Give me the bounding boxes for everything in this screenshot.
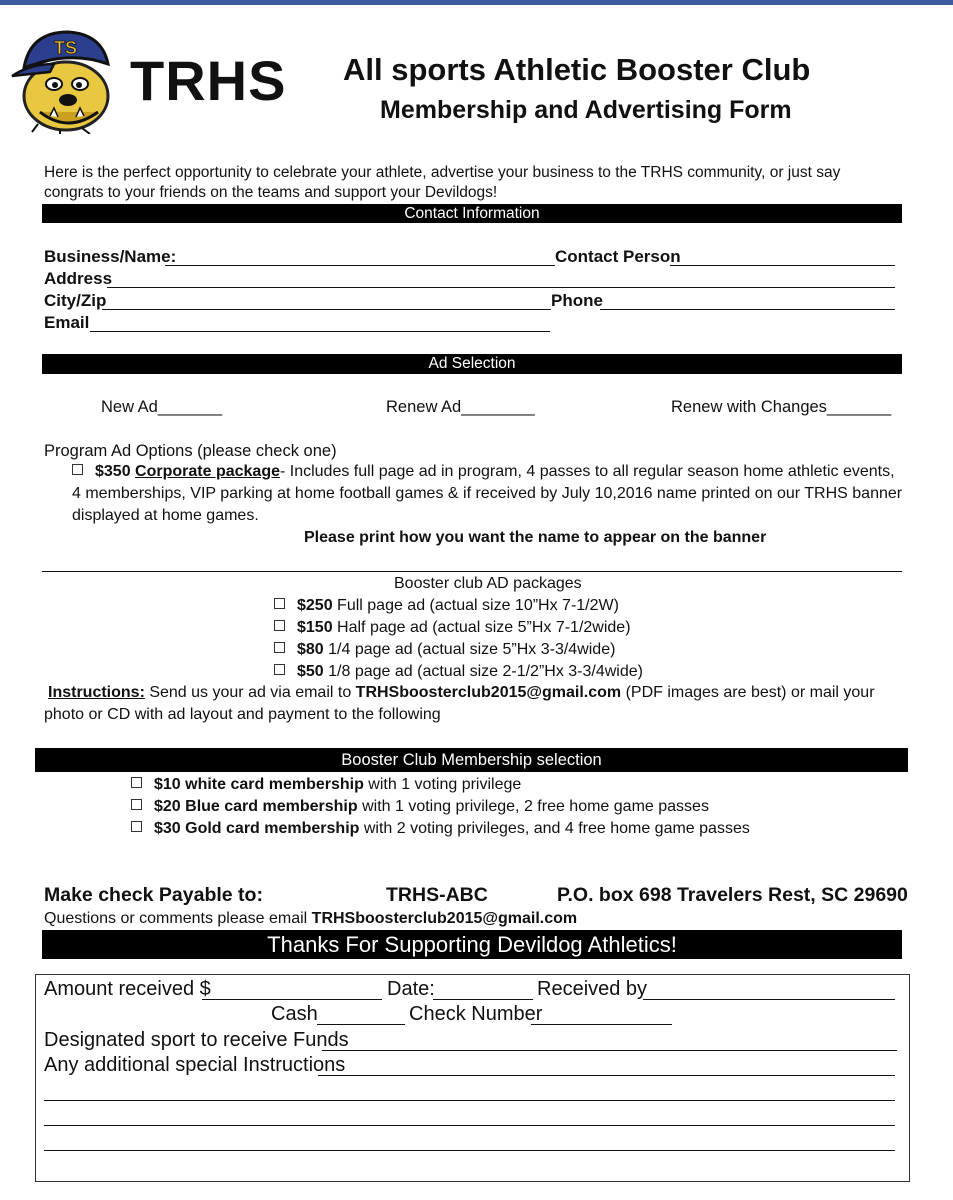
city-zip-field[interactable] bbox=[102, 309, 551, 310]
business-name-field[interactable] bbox=[165, 265, 555, 266]
ad-package-price: $50 bbox=[297, 663, 324, 680]
ad-package-item[interactable] bbox=[274, 619, 631, 637]
thanks-banner: Thanks For Supporting Devildog Athletics! bbox=[42, 930, 902, 959]
membership-option[interactable] bbox=[131, 776, 521, 794]
payable-to-label: Make check Payable to: bbox=[44, 884, 263, 906]
phone-field[interactable] bbox=[600, 309, 895, 310]
corporate-package-checkbox[interactable] bbox=[72, 464, 83, 475]
corporate-package-desc-3: displayed at home games. bbox=[72, 507, 259, 524]
new-ad-option[interactable]: New Ad_______ bbox=[101, 398, 223, 416]
city-zip-label: City/Zip bbox=[44, 291, 107, 310]
received-by-field[interactable] bbox=[643, 999, 895, 1000]
ad-package-desc: Full page ad (actual size 10”Hx 7-1/2W) bbox=[332, 597, 619, 614]
cash-field[interactable] bbox=[317, 1024, 405, 1025]
address-field[interactable] bbox=[107, 287, 895, 288]
contact-section-header: Contact Information bbox=[42, 204, 902, 223]
mailing-address: P.O. box 698 Travelers Rest, SC 29690 bbox=[557, 884, 908, 906]
check-number-field[interactable] bbox=[531, 1024, 672, 1025]
ad-package-checkbox[interactable] bbox=[274, 642, 285, 653]
special-instructions-line[interactable] bbox=[44, 1125, 895, 1126]
business-name-label: Business/Name: bbox=[44, 247, 177, 266]
date-label: Date: bbox=[387, 978, 435, 1000]
questions-email-link[interactable]: TRHSboosterclub2015@gmail.com bbox=[311, 910, 578, 927]
program-ad-options-label: Program Ad Options (please check one) bbox=[44, 442, 337, 460]
membership-desc: with 1 voting privilege bbox=[363, 776, 522, 793]
membership-section-header: Booster Club Membership selection bbox=[35, 748, 908, 772]
ad-package-desc: Half page ad (actual size 5”Hx 7-1/2wide) bbox=[332, 619, 631, 636]
renew-ad-option[interactable]: Renew Ad________ bbox=[386, 398, 535, 416]
questions-text bbox=[44, 910, 577, 928]
email-field[interactable] bbox=[90, 331, 550, 332]
ad-package-item[interactable] bbox=[274, 641, 615, 659]
amount-received-field[interactable] bbox=[202, 999, 382, 1000]
check-number-label: Check Number bbox=[409, 1003, 543, 1025]
bulldog-mascot-logo bbox=[10, 24, 118, 134]
received-by-label: Received by bbox=[537, 978, 648, 1000]
membership-name: $10 white card membership bbox=[154, 776, 364, 793]
ad-package-price: $250 bbox=[297, 597, 333, 614]
ad-package-checkbox[interactable] bbox=[274, 598, 285, 609]
membership-desc: with 1 voting privilege, 2 free home game passes bbox=[357, 798, 709, 815]
date-field[interactable] bbox=[433, 999, 533, 1000]
contact-person-field[interactable] bbox=[670, 265, 895, 266]
membership-option[interactable] bbox=[131, 798, 709, 816]
form-title: All sports Athletic Booster Club bbox=[343, 52, 811, 87]
ad-package-checkbox[interactable] bbox=[274, 664, 285, 675]
booster-email-link[interactable]: TRHSboosterclub2015@gmail.com bbox=[355, 684, 622, 701]
ad-selection-header: Ad Selection bbox=[42, 354, 902, 374]
ad-package-item[interactable] bbox=[274, 597, 619, 615]
special-instructions-label: Any additional special Instructions bbox=[44, 1054, 346, 1076]
questions-pre: Questions or comments please email bbox=[44, 910, 312, 927]
ad-package-price: $150 bbox=[297, 619, 333, 636]
membership-checkbox[interactable] bbox=[131, 821, 142, 832]
banner-name-field[interactable] bbox=[42, 571, 902, 572]
renew-with-changes-option[interactable]: Renew with Changes_______ bbox=[671, 398, 892, 416]
ad-packages-heading: Booster club AD packages bbox=[394, 575, 582, 592]
instructions-post: (PDF images are best) or mail your bbox=[621, 684, 875, 701]
ad-package-desc: 1/4 page ad (actual size 5”Hx 3-3/4wide) bbox=[323, 641, 616, 658]
form-subtitle: Membership and Advertising Form bbox=[380, 96, 792, 124]
intro-text: Here is the perfect opportunity to celebrate your athlete, advertise your business to the TRHS community, or just say congrats to your friends on the teams and support your Devildogs! bbox=[44, 164, 841, 201]
corporate-package-name: Corporate package bbox=[135, 463, 280, 480]
corporate-package-price: $350 bbox=[95, 463, 131, 480]
instructions-pre: Send us your ad via email to bbox=[144, 684, 356, 701]
membership-desc: with 2 voting privileges, and 4 free home game passes bbox=[359, 820, 750, 837]
membership-checkbox[interactable] bbox=[131, 777, 142, 788]
cash-label: Cash bbox=[271, 1003, 318, 1025]
ad-package-item[interactable] bbox=[274, 663, 643, 681]
svg-text:TS: TS bbox=[54, 38, 78, 58]
instructions-line-2: photo or CD with ad layout and payment to the following bbox=[44, 706, 441, 723]
ad-package-checkbox[interactable] bbox=[274, 620, 285, 631]
special-instructions-field[interactable] bbox=[318, 1075, 895, 1076]
email-label: Email bbox=[44, 313, 90, 332]
membership-name: $30 Gold card membership bbox=[154, 820, 360, 837]
banner-name-instruction: Please print how you want the name to appear on the banner bbox=[304, 529, 767, 546]
membership-checkbox[interactable] bbox=[131, 799, 142, 810]
address-label: Address bbox=[44, 269, 113, 288]
instructions-label: Instructions: bbox=[48, 684, 145, 701]
designated-sport-field[interactable] bbox=[322, 1050, 897, 1051]
instructions-text bbox=[48, 684, 875, 702]
corporate-package-option[interactable] bbox=[72, 463, 895, 481]
corporate-package-desc-1: - Includes full page ad in program, 4 passes to all regular season home athletic events, bbox=[279, 463, 895, 480]
ad-package-price: $80 bbox=[297, 641, 324, 658]
membership-option[interactable] bbox=[131, 820, 750, 838]
special-instructions-line[interactable] bbox=[44, 1150, 895, 1151]
top-border bbox=[0, 0, 953, 5]
payee-name: TRHS-ABC bbox=[386, 884, 488, 906]
ad-package-desc: 1/8 page ad (actual size 2-1/2”Hx 3-3/4wide) bbox=[323, 663, 643, 680]
corporate-package-desc-2: 4 memberships, VIP parking at home football games & if received by July 10,2016 name printed on our TRHS banner bbox=[72, 485, 903, 502]
special-instructions-line[interactable] bbox=[44, 1100, 895, 1101]
school-logo-text: TRHS bbox=[130, 49, 287, 112]
designated-sport-label: Designated sport to receive Funds bbox=[44, 1029, 349, 1051]
contact-person-label: Contact Person bbox=[555, 247, 681, 266]
phone-label: Phone bbox=[551, 291, 603, 310]
membership-name: $20 Blue card membership bbox=[154, 798, 358, 815]
amount-received-label: Amount received $ bbox=[44, 978, 211, 1000]
